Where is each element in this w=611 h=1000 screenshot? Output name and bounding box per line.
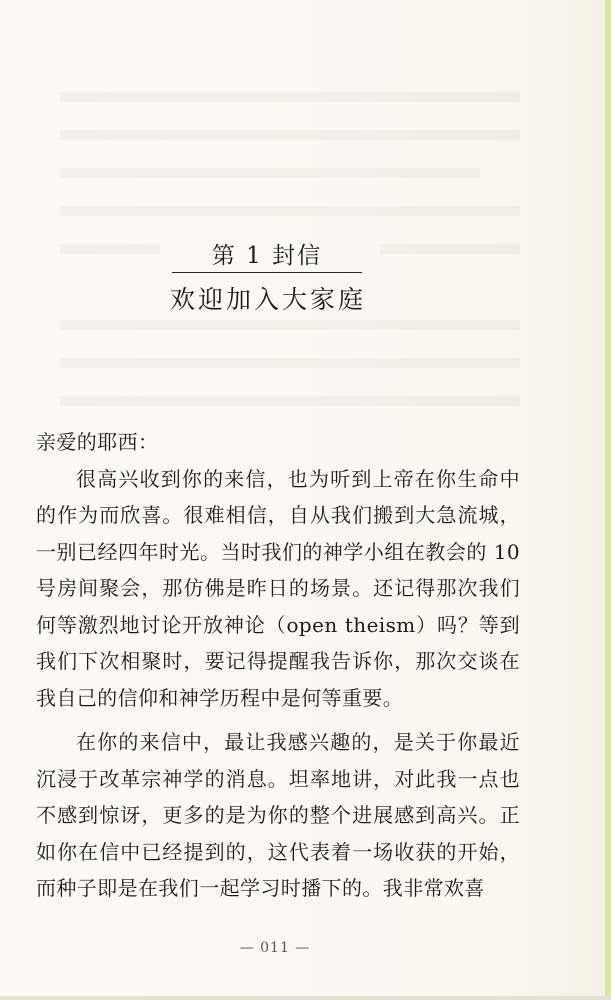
paragraph-2: 在你的来信中，最让我感兴趣的，是关于你最近沉浸于改革宗神学的消息。坦率地讲，对此我一点也不感到惊讶，更多的是为你的整个进展感到高兴。正如你在信中已经提到的，这代表着一场收获的开始，而种子即是在我们一起学习时播下的。我非常欢喜 — [36, 730, 520, 900]
letter-body — [36, 424, 520, 907]
paragraph-1: 很高兴收到你的来信，也为听到上帝在你生命中的作为而欣喜。很难相信，自从我们搬到大急流城，一别已经四年时光。当时我们的神学小组在教会的 10 号房间聚会，那仿佛是昨日的场景。还记得那次我们何等激烈地讨论开放神论（open theism）吗？等到我们下次相聚时，要记得提醒我告诉你，那次交谈在我自己的信仰和神学历程中是何等重要。 — [36, 466, 520, 710]
salutation: 亲爱的耶西： — [36, 430, 159, 454]
chapter-label: 第 1 封信 — [211, 243, 323, 269]
page-number: — 011 — — [239, 940, 311, 956]
chapter-title: 欢迎加入大家庭 — [169, 285, 366, 314]
title-divider — [172, 272, 362, 273]
